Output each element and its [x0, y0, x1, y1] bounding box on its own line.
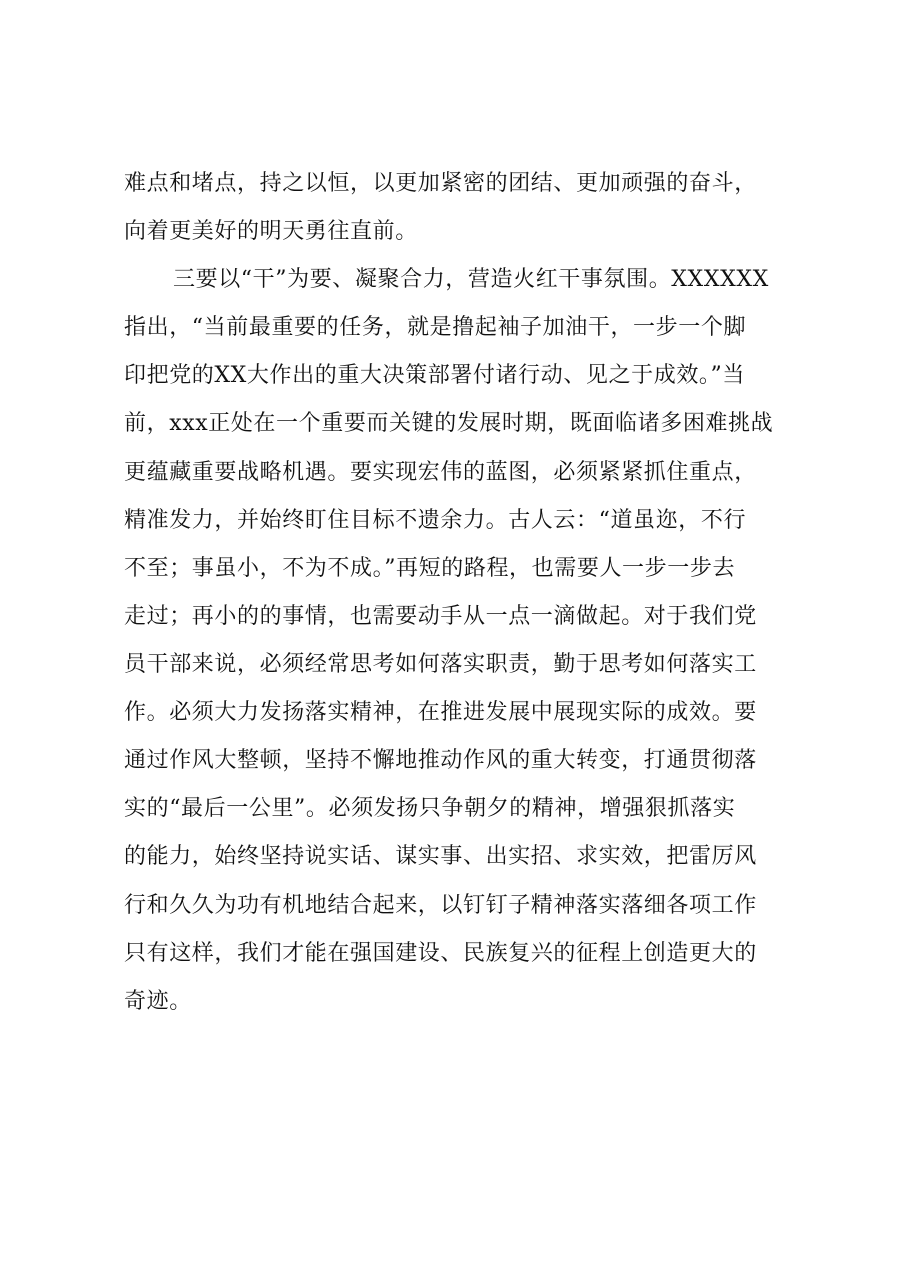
- text-line: 精准发力，并始终盯住目标不遗余力。古人云：“道虽迩，不行: [124, 508, 747, 533]
- text-line: 更蕴藏重要战略机遇。要实现宏伟的蓝图，必须紧紧抓住重点，: [124, 460, 757, 485]
- text-line: 不至；事虽小，不为不成。”再短的路程，也需要人一步一步去: [124, 556, 736, 581]
- text-line: 只有这样，我们才能在强国建设、民族复兴的征程上创造更大的: [124, 941, 757, 966]
- text-line: 奇迹。: [124, 989, 192, 1014]
- text-line: 的能力，始终坚持说实话、谋实事、出实招、求实效，把雷厉风: [124, 844, 757, 869]
- text-line: 通过作风大整顿，坚持不懈地推动作风的重大转变，打通贯彻落: [124, 748, 757, 773]
- paragraph-first-line: 三要以“干”为要、凝聚合力，营造火红干事氛围。XXXXXX: [173, 267, 769, 292]
- text-line: 员干部来说，必须经常思考如何落实职责，勤于思考如何落实工: [124, 652, 757, 677]
- text-line: 印把党的XX大作出的重大决策部署付诸行动、见之于成效。”当: [124, 363, 745, 388]
- text-line: 前，xxx正处在一个重要而关键的发展时期，既面临诸多困难挑战: [124, 411, 774, 436]
- text-line: 向着更美好的明天勇往直前。: [124, 219, 418, 244]
- text-line: 难点和堵点，持之以恒，以更加紧密的团结、更加顽强的奋斗，: [124, 171, 757, 196]
- text-line: 作。必须大力发扬落实精神，在推进发展中展现实际的成效。要: [124, 700, 757, 725]
- text-line: 实的“最后一公里”。必须发扬只争朝夕的精神，增强狠抓落实: [124, 796, 736, 821]
- text-line: 指出，“当前最重要的任务，就是撸起袖子加油干，一步一个脚: [124, 315, 747, 340]
- text-line: 走过；再小的的事情，也需要动手从一点一滴做起。对于我们党: [124, 604, 757, 629]
- text-line: 行和久久为功有机地结合起来，以钉钉子精神落实落细各项工作: [124, 893, 757, 918]
